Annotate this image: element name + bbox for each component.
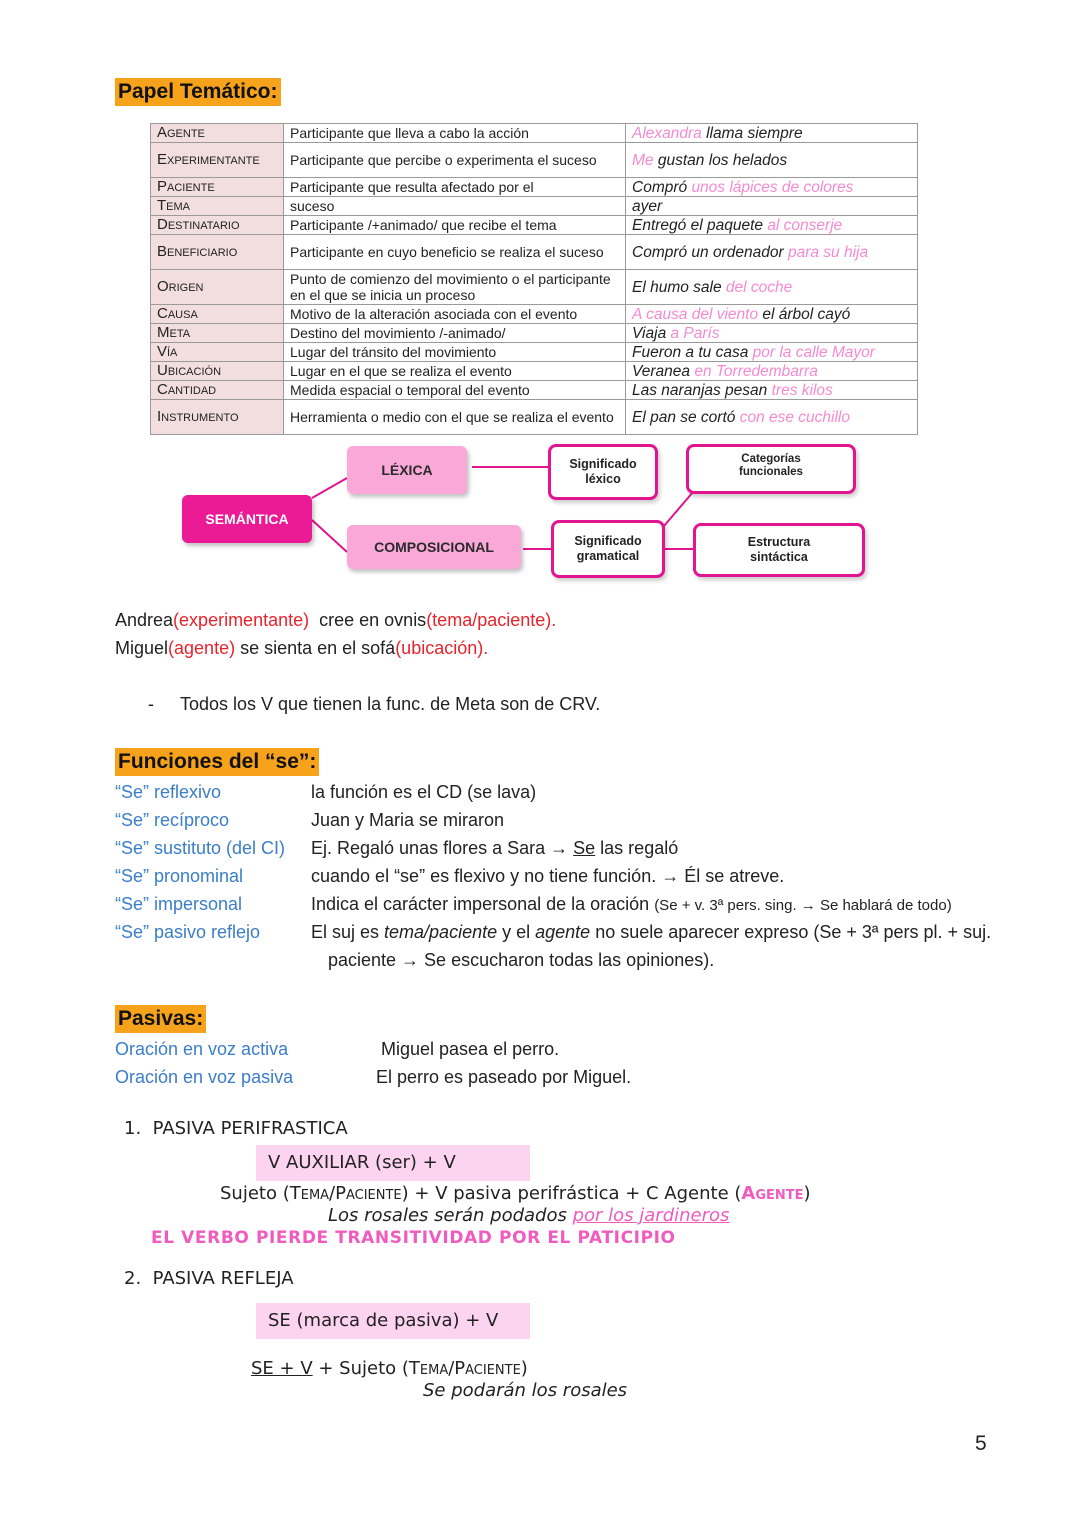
estructura-line2: sintáctica: [750, 550, 808, 564]
line-semantica-composicional: [312, 520, 347, 552]
papel-example-role-phrase: A causa del viento: [632, 305, 759, 323]
pasiva-perifrastica-example: [328, 1204, 729, 1228]
papel-description: Punto de comienzo del movimiento o el participante en el que se inicia un proceso: [284, 270, 626, 305]
perifrastica-example-part1: Los rosales serán podados: [328, 1205, 573, 1226]
papel-example-role-phrase: unos lápices de colores: [691, 178, 854, 196]
example-miguel-dot: .: [483, 638, 489, 658]
papel-example: [626, 362, 918, 381]
se-pasivo-italic2: agente: [535, 922, 591, 942]
se-sustituto-underlined: Se: [573, 838, 596, 858]
papel-example-rest: el árbol cayó: [758, 305, 851, 323]
estructura-sintactica-node: [693, 523, 865, 577]
significado-gramatical-node: [551, 520, 665, 578]
perifrastica-formula-part3: ): [803, 1183, 811, 1204]
perifrastica-formula-agente: Agente: [741, 1183, 804, 1204]
papel-example-role-phrase: al conserje: [767, 216, 843, 234]
pasiva-refleja-formula: [251, 1357, 528, 1381]
example-andrea-predicate: cree en ovnis: [309, 610, 427, 630]
se-desc-reciproco: Juan y Maria se miraron: [311, 810, 505, 830]
refleja-formula-tema: Tema/Paciente: [408, 1358, 521, 1379]
se-desc-pasivo-reflejo-line2: paciente → Se escucharon todas las opiniones).: [328, 950, 715, 970]
papel-row-causa: [151, 305, 918, 324]
se-label-impersonal: “Se” impersonal: [115, 894, 243, 914]
pasivas-heading: Pasivas:: [115, 1005, 206, 1033]
perifrastica-example-agent: por los jardineros: [572, 1205, 730, 1226]
papel-description: Lugar del tránsito del movimiento: [284, 343, 626, 362]
refleja-formula-part2: ): [520, 1358, 528, 1379]
papel-role: Experimentante: [151, 143, 284, 178]
perifrastica-formula-part2: ) + V pasiva perifrástica + C Agente (: [401, 1183, 742, 1204]
papel-description: Herramienta o medio con el que se realiza el evento: [284, 400, 626, 435]
papel-description: Participante en cuyo beneficio se realiza el suceso: [284, 235, 626, 270]
papel-role: Ubicación: [151, 362, 284, 381]
papel-role: Cantidad: [151, 381, 284, 400]
papel-description: Lugar en el que se realiza el evento: [284, 362, 626, 381]
papel-role: Origen: [151, 270, 284, 305]
significado-lexico-line2: léxico: [585, 472, 621, 486]
se-label-sustituto: “Se” sustituto (del CI): [115, 838, 286, 858]
example-andrea-subject: Andrea: [115, 610, 174, 630]
papel-example-pre: Entregó el paquete: [632, 216, 768, 234]
voz-activa-text: Miguel pasea el perro.: [381, 1039, 560, 1059]
papel-row-meta: [151, 324, 918, 343]
se-pasivo-part1: El suj es: [311, 922, 385, 942]
se-desc-sustituto: [311, 836, 678, 860]
papel-role: Instrumento: [151, 400, 284, 435]
example-miguel-subject: Miguel: [115, 638, 169, 658]
papel-example-role-phrase: en Torredembarra: [694, 362, 818, 380]
papel-role: Agente: [151, 124, 284, 143]
papel-row-agente: [151, 124, 918, 143]
se-sustituto-part2: las regaló: [595, 838, 679, 858]
example-miguel-role1: (agente): [168, 638, 236, 658]
categorias-line2: funcionales: [739, 466, 803, 478]
papel-role: Causa: [151, 305, 284, 324]
voz-pasiva-text: El perro es paseado por Miguel.: [376, 1067, 632, 1087]
composicional-node: COMPOSICIONAL: [347, 525, 521, 569]
se-desc-pasivo-reflejo: [311, 920, 991, 944]
se-sustituto-part1: Ej. Regaló unas flores a Sara →: [311, 838, 574, 858]
line-semantica-lexica: [312, 478, 347, 498]
papel-example-role-phrase: por la calle Mayor: [752, 343, 875, 361]
papel-example: [626, 343, 918, 362]
papel-description: Participante que lleva a cabo la acción: [284, 124, 626, 143]
papel-example-pre: Compró: [632, 178, 692, 196]
se-pasivo-italic1: tema/paciente: [384, 922, 498, 942]
se-label-pasivo-reflejo: “Se” pasivo reflejo: [115, 922, 261, 942]
pasiva-refleja-example: Se podarán los rosales: [423, 1380, 628, 1401]
papel-example: [626, 216, 918, 235]
papel-example-role-phrase: para su hija: [787, 243, 869, 261]
se-desc-pronominal: cuando el “se” es flexivo y no tiene función. → Él se atreve.: [311, 866, 785, 886]
papel-row-vía: [151, 343, 918, 362]
example-andrea-role1: (experimentante): [173, 610, 310, 630]
papel-example: [626, 197, 918, 216]
papel-example-role-phrase: tres kilos: [771, 381, 833, 399]
significado-lexico-node: [548, 444, 658, 500]
papel-example: [626, 270, 918, 305]
papel-example-rest: gustan los helados: [653, 151, 788, 169]
papel-example: [626, 400, 918, 435]
pasiva-perifrastica-box: V AUXILIAR (ser) + V: [256, 1145, 530, 1181]
papel-example-pre: El humo sale: [632, 278, 726, 296]
papel-row-experimentante: [151, 143, 918, 178]
funciones-se-heading: Funciones del “se”:: [115, 748, 319, 776]
se-desc-reflexivo: la función es el CD (se lava): [311, 782, 537, 802]
papel-description: Participante /+animado/ que recibe el tema: [284, 216, 626, 235]
papel-row-cantidad: [151, 381, 918, 400]
papel-row-ubicación: [151, 362, 918, 381]
page-number: 5: [975, 1432, 987, 1455]
semantica-node: SEMÁNTICA: [182, 495, 312, 543]
semantica-diagram-lines: [0, 440, 1080, 590]
categorias-funcionales-node: [686, 444, 856, 494]
example-miguel-role2: (ubicación): [395, 638, 484, 658]
line-gramatical-categorias: [664, 492, 693, 526]
papel-example: [626, 381, 918, 400]
bullet-meta-crv: Todos los V que tienen la func. de Meta son de CRV.: [180, 694, 601, 714]
refleja-formula-se-v: SE + V: [251, 1358, 313, 1379]
se-impersonal-part2: (Se + v. 3ª pers. sing. → Se hablará de todo): [654, 897, 952, 914]
se-pasivo-part2: y el: [497, 922, 536, 942]
papel-description: Motivo de la alteración asociada con el evento: [284, 305, 626, 324]
pasiva-perifrastica-formula: [220, 1182, 811, 1206]
papel-example-pre: Fueron a tu casa: [632, 343, 753, 361]
example-andrea-role2: (tema/paciente): [426, 610, 552, 630]
papel-example-role-phrase: del coche: [725, 278, 793, 296]
estructura-line1: Estructura: [747, 535, 811, 549]
papel-role: Tema: [151, 197, 284, 216]
papel-example-role-phrase: Me: [632, 151, 654, 169]
papel-role: Meta: [151, 324, 284, 343]
papel-example-role-phrase: con ese cuchillo: [739, 408, 850, 426]
papel-example-role-phrase: a París: [670, 324, 720, 342]
se-label-reflexivo: “Se” reflexivo: [115, 782, 222, 802]
papel-description: Participante que resulta afectado por el: [284, 178, 626, 197]
perifrastica-formula-part1: Sujeto (: [220, 1183, 290, 1204]
papel-example-pre: ayer: [632, 197, 663, 215]
refleja-formula-part1: + Sujeto (: [312, 1358, 409, 1379]
perifrastica-formula-tema: Tema/Paciente: [289, 1183, 402, 1204]
pasiva-perifrastica-warning: EL VERBO PIERDE TRANSITIVIDAD POR EL PATICIPIO: [151, 1228, 676, 1248]
se-impersonal-part1: Indica el carácter impersonal de la oración: [311, 894, 655, 914]
se-desc-impersonal: [311, 892, 952, 918]
papel-row-beneficiario: [151, 235, 918, 270]
example-andrea: [115, 608, 556, 632]
significado-gramatical-line1: Significado: [574, 534, 642, 548]
significado-gramatical-line2: gramatical: [576, 549, 640, 563]
papel-role: Vía: [151, 343, 284, 362]
papel-role: Destinatario: [151, 216, 284, 235]
pasiva-refleja-title: 2. PASIVA REFLEJA: [124, 1268, 294, 1289]
categorias-line1: Categorías: [741, 453, 801, 465]
papel-example-pre: Las naranjas pesan: [632, 381, 772, 399]
lexica-node: LÉXICA: [347, 446, 467, 494]
papel-example: [626, 324, 918, 343]
voz-pasiva-label: Oración en voz pasiva: [115, 1067, 294, 1087]
papel-example: [626, 143, 918, 178]
se-pasivo-part3: no suele aparecer expreso (Se + 3ª pers pl. + suj.: [590, 922, 992, 942]
papel-row-instrumento: [151, 400, 918, 435]
papel-example-role-phrase: Alexandra: [632, 124, 702, 142]
voz-activa-label: Oración en voz activa: [115, 1039, 289, 1059]
papel-row-tema: [151, 197, 918, 216]
example-miguel: [115, 636, 488, 660]
papel-example: [626, 305, 918, 324]
papel-example-pre: Compró un ordenador: [632, 243, 788, 261]
pasiva-refleja-box: SE (marca de pasiva) + V: [256, 1303, 530, 1339]
papel-tematico-heading: Papel Temático:: [115, 78, 281, 106]
papel-row-origen: [151, 270, 918, 305]
papel-example: [626, 235, 918, 270]
example-miguel-predicate: se sienta en el sofá: [235, 638, 396, 658]
papel-description: Medida espacial o temporal del evento: [284, 381, 626, 400]
papel-role: Paciente: [151, 178, 284, 197]
papel-role: Beneficiario: [151, 235, 284, 270]
papel-example: [626, 124, 918, 143]
papel-example-pre: El pan se cortó: [632, 408, 740, 426]
papel-tematico-table: [150, 123, 918, 435]
papel-example-pre: Viaja: [632, 324, 671, 342]
papel-row-destinatario: [151, 216, 918, 235]
papel-example: [626, 178, 918, 197]
significado-lexico-line1: Significado: [569, 457, 637, 471]
papel-example-pre: Veranea: [632, 362, 695, 380]
example-andrea-dot: .: [551, 610, 557, 630]
se-label-reciproco: “Se” recíproco: [115, 810, 230, 830]
papel-example-rest: llama siempre: [701, 124, 803, 142]
papel-description: Participante que percibe o experimenta el suceso: [284, 143, 626, 178]
pasiva-perifrastica-title: 1. PASIVA PERIFRASTICA: [124, 1118, 348, 1139]
papel-description: suceso: [284, 197, 626, 216]
bullet-dash: -: [148, 694, 154, 714]
papel-row-paciente: [151, 178, 918, 197]
papel-description: Destino del movimiento /-animado/: [284, 324, 626, 343]
se-label-pronominal: “Se” pronominal: [115, 866, 244, 886]
